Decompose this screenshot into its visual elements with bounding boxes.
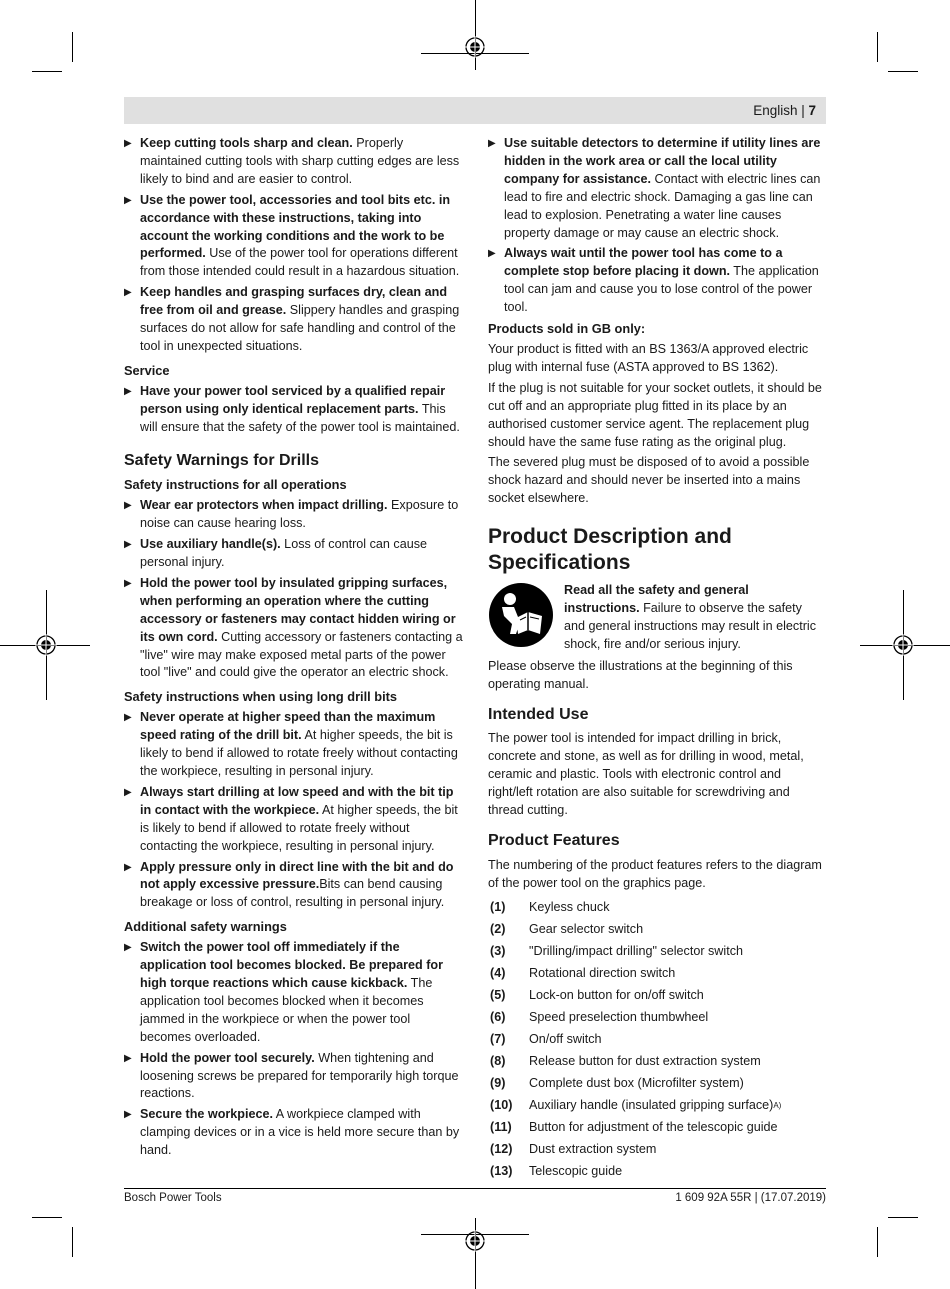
features-intro: The numbering of the product features refers to the diagram of the power tool on the graphics page. [488,857,822,890]
illustrations-note: Please observe the illustrations at the beginning of this operating manual. [488,658,793,691]
read-manual-icon [488,582,554,648]
feature-label: On/off switch [529,1031,602,1046]
registration-mark-icon [892,634,914,656]
intended-use-text: The power tool is intended for impact drilling in brick, concrete and stone, as well as for drilling in wood, metal, ceramic and plastic. Tools with electronic control and right/left rotation are also suitable for screwdriving and thread cutting. [488,731,804,818]
feature-label: Rotational direction switch [529,965,676,980]
section-heading-drills: Safety Warnings for Drills [124,451,319,469]
bullet-item [124,784,464,856]
gb-paragraph: The severed plug must be disposed of to avoid a possible shock hazard and should never be inserted into a mains socket elsewhere. [488,455,810,506]
feature-item [488,1117,826,1139]
feature-label: "Drilling/impact drilling" selector switch [529,943,744,958]
crop-mark [72,1227,73,1257]
bullet-item [124,575,464,682]
feature-item [488,1073,826,1095]
section-heading-product: Product Description and Specifications [488,525,732,575]
bullet-body-text: At higher speeds, the bit is likely to bend if allowed to rotate freely without contacting the workpiece, resulting in personal injury. [140,728,458,778]
right-column [488,135,826,1183]
bullet-body-text: Properly maintained cutting tools with sharp cutting edges are less likely to bind and are easier to control. [140,136,460,186]
bullet-bold-text: Wear ear protectors when impact drilling. [140,498,388,513]
bullet-body-text: A workpiece clamped with clamping devices or in a vice is held more secure than by hand. [140,1107,460,1158]
feature-number: (12) [490,1141,513,1156]
read-all-text [564,582,826,654]
bullet-body-text: Slippery handles and grasping surfaces do not allow for safe handling and control of the tool in unexpected situations. [140,303,460,353]
bullet-body-text: The application tool becomes blocked when it becomes jammed in the workpiece or when the power tool becomes overloaded. [140,975,433,1044]
bullet-bold-text: Apply pressure only in direct line with the bit and do not apply excessive pressure. [140,859,454,892]
bullet-body-text: At higher speeds, the bit is likely to bend if allowed to rotate freely without contacting the workpiece, resulting in personal injury. [140,802,458,853]
bullet-bold-text: Keep cutting tools sharp and clean. [140,136,353,150]
bullet-body-text: Contact with electric lines can lead to fire and electric shock. Damaging a gas line can lead to explosion. Penetrating a water line causes property damage or may cause an electric shock. [504,171,821,240]
bullet-item [124,939,464,1046]
registration-mark-icon [464,1230,486,1252]
bullet-item [124,284,464,356]
bullet-body-text: Cutting accessory or fasteners contacting a "live" wire may make exposed metal parts of the power tool "live" and could give the operator an electric shock. [140,629,463,680]
feature-number: (2) [490,921,506,936]
footer-brand: Bosch Power Tools [124,1192,222,1204]
registration-mark-icon [35,634,57,656]
bullet-item [124,1050,464,1104]
bullet-body-text: The application tool can jam and cause you to lose control of the power tool. [504,264,819,315]
feature-item [488,1139,826,1161]
feature-label: Dust extraction system [529,1141,657,1156]
feature-label: Gear selector switch [529,921,644,936]
gb-heading: Products sold in GB only: [488,321,646,337]
bullet-bold-text: Always wait until the power tool has come to a complete stop before placing it down. [504,246,783,279]
feature-label: Button for adjustment of the telescopic guide [529,1119,778,1134]
feature-number: (8) [490,1053,506,1068]
bullet-item [124,536,464,572]
feature-item [488,1051,826,1073]
crop-mark [475,1218,476,1289]
feature-item [488,941,826,963]
read-all-notice [488,582,826,654]
feature-item [488,897,826,919]
feature-item [488,1007,826,1029]
feature-number: (6) [490,1009,506,1024]
feature-label: Complete dust box (Microfilter system) [529,1075,744,1090]
bullet-item [124,1106,464,1160]
bullet-list [124,135,464,356]
feature-number: (5) [490,987,506,1002]
crop-mark [475,0,476,70]
header-label: English | 7 [753,103,816,118]
bullet-bold-text: Hold the power tool by insulated gripping surfaces, when performing an operation where the cutting accessory or fasteners may contact hidden wiring or its own cord. [140,575,456,644]
bullet-bold-text: Use suitable detectors to determine if utility lines are hidden in the work area or call the local utility company for assistance. [504,136,821,186]
bullet-item [124,497,464,533]
bullet-body-text: Use of the power tool for operations different from those intended could result in a hazardous situation. [140,246,460,279]
subheading-additional: Additional safety warnings [124,919,287,935]
bullet-item [124,192,464,282]
bullet-list [124,709,464,912]
bullet-item [124,383,464,437]
feature-number: (4) [490,965,506,980]
bullet-bold-text: Never operate at higher speed than the maximum speed rating of the drill bit. [140,710,436,743]
bullet-item [124,859,464,913]
bullet-bold-text: Use auxiliary handle(s). [140,537,281,552]
feature-label: Speed preselection thumbwheel [529,1009,709,1024]
feature-item [488,1029,826,1051]
feature-footnote-marker: A) [773,1100,782,1110]
section-heading-features: Product Features [488,832,620,849]
feature-item [488,985,826,1007]
gb-paragraph: Your product is fitted with an BS 1363/A approved electric plug with internal fuse (ASTA approved to BS 1362). [488,341,809,374]
bullet-bold-text: Use the power tool, accessories and tool bits etc. in accordance with these instructions, taking into account the working conditions and the work to be performed. [140,192,451,261]
left-column [124,135,464,1163]
feature-label: Telescopic guide [529,1163,623,1178]
page-header [124,97,826,124]
bullet-body-text: Loss of control can cause personal injury. [140,537,427,570]
crop-mark [888,1217,918,1218]
crop-mark [877,32,878,62]
page-number: 7 [808,103,816,118]
bullet-item [488,135,826,242]
gb-paragraph: If the plug is not suitable for your socket outlets, it should be cut off and an appropriate plug fitted in its place by an authorised customer service agent. The replacement plug should have the same fuse rating as the original plug. [488,380,822,449]
bullet-body-text: Exposure to noise can cause hearing loss. [140,498,459,531]
feature-number: (10) [490,1097,513,1112]
footer-doc-number: 1 609 92A 55R | (17.07.2019) [675,1192,826,1204]
feature-list [488,897,826,1183]
feature-item [488,1161,826,1183]
crop-mark [32,1217,62,1218]
bullet-list [124,497,464,682]
subheading-long-bits: Safety instructions when using long drill bits [124,689,398,705]
bullet-item [124,135,464,189]
crop-mark [72,32,73,62]
bullet-list [124,939,464,1160]
feature-item [488,963,826,985]
feature-number: (13) [490,1163,513,1178]
read-all-body: Failure to observe the safety and general instructions may result in electric shock, fire and/or serious injury. [564,601,816,651]
feature-number: (9) [490,1075,506,1090]
feature-number: (7) [490,1031,506,1046]
crop-mark [877,1227,878,1257]
feature-number: (11) [490,1119,512,1134]
read-all-bold: Read all the safety and general instructions. [564,583,749,616]
bullet-list [488,135,826,317]
bullet-bold-text: Have your power tool serviced by a qualified repair person using only identical replacement parts. [140,383,446,416]
bullet-bold-text: Hold the power tool securely. [140,1050,315,1065]
bullet-item [124,709,464,781]
feature-item [488,919,826,941]
feature-label: Lock-on button for on/off switch [529,987,704,1002]
crop-mark [888,71,918,72]
bullet-body-text: Bits can bend causing breakage or loss of control, resulting in personal injury. [140,877,445,910]
feature-number: (3) [490,943,506,958]
subheading-all-operations: Safety instructions for all operations [124,477,347,493]
header-language: English [753,103,798,118]
section-heading-service: Service [124,362,170,378]
bullet-bold-text: Keep handles and grasping surfaces dry, clean and free from oil and grease. [140,285,448,318]
section-heading-intended-use: Intended Use [488,705,589,723]
registration-mark-icon [464,36,486,58]
bullet-body-text: This will ensure that the safety of the power tool is maintained. [140,401,460,434]
bullet-bold-text: Secure the workpiece. [140,1107,273,1122]
footer-divider [124,1188,826,1189]
feature-label: Release button for dust extraction system [529,1053,761,1068]
crop-mark [32,71,62,72]
feature-label: Auxiliary handle (insulated gripping surface) [529,1097,774,1112]
bullet-bold-text: Always start drilling at low speed and with the bit tip in contact with the workpiece. [140,784,454,817]
bullet-bold-text: Switch the power tool off immediately if the application tool becomes blocked. Be prepared for high torque reactions which cause kickback. [140,940,444,990]
feature-number: (1) [490,899,506,914]
feature-item [488,1095,826,1117]
bullet-body-text: When tightening and loosening screws be prepared for temporarily high torque reactions. [140,1050,459,1101]
bullet-item [488,245,826,317]
bullet-list [124,383,464,437]
feature-label: Keyless chuck [529,899,610,914]
